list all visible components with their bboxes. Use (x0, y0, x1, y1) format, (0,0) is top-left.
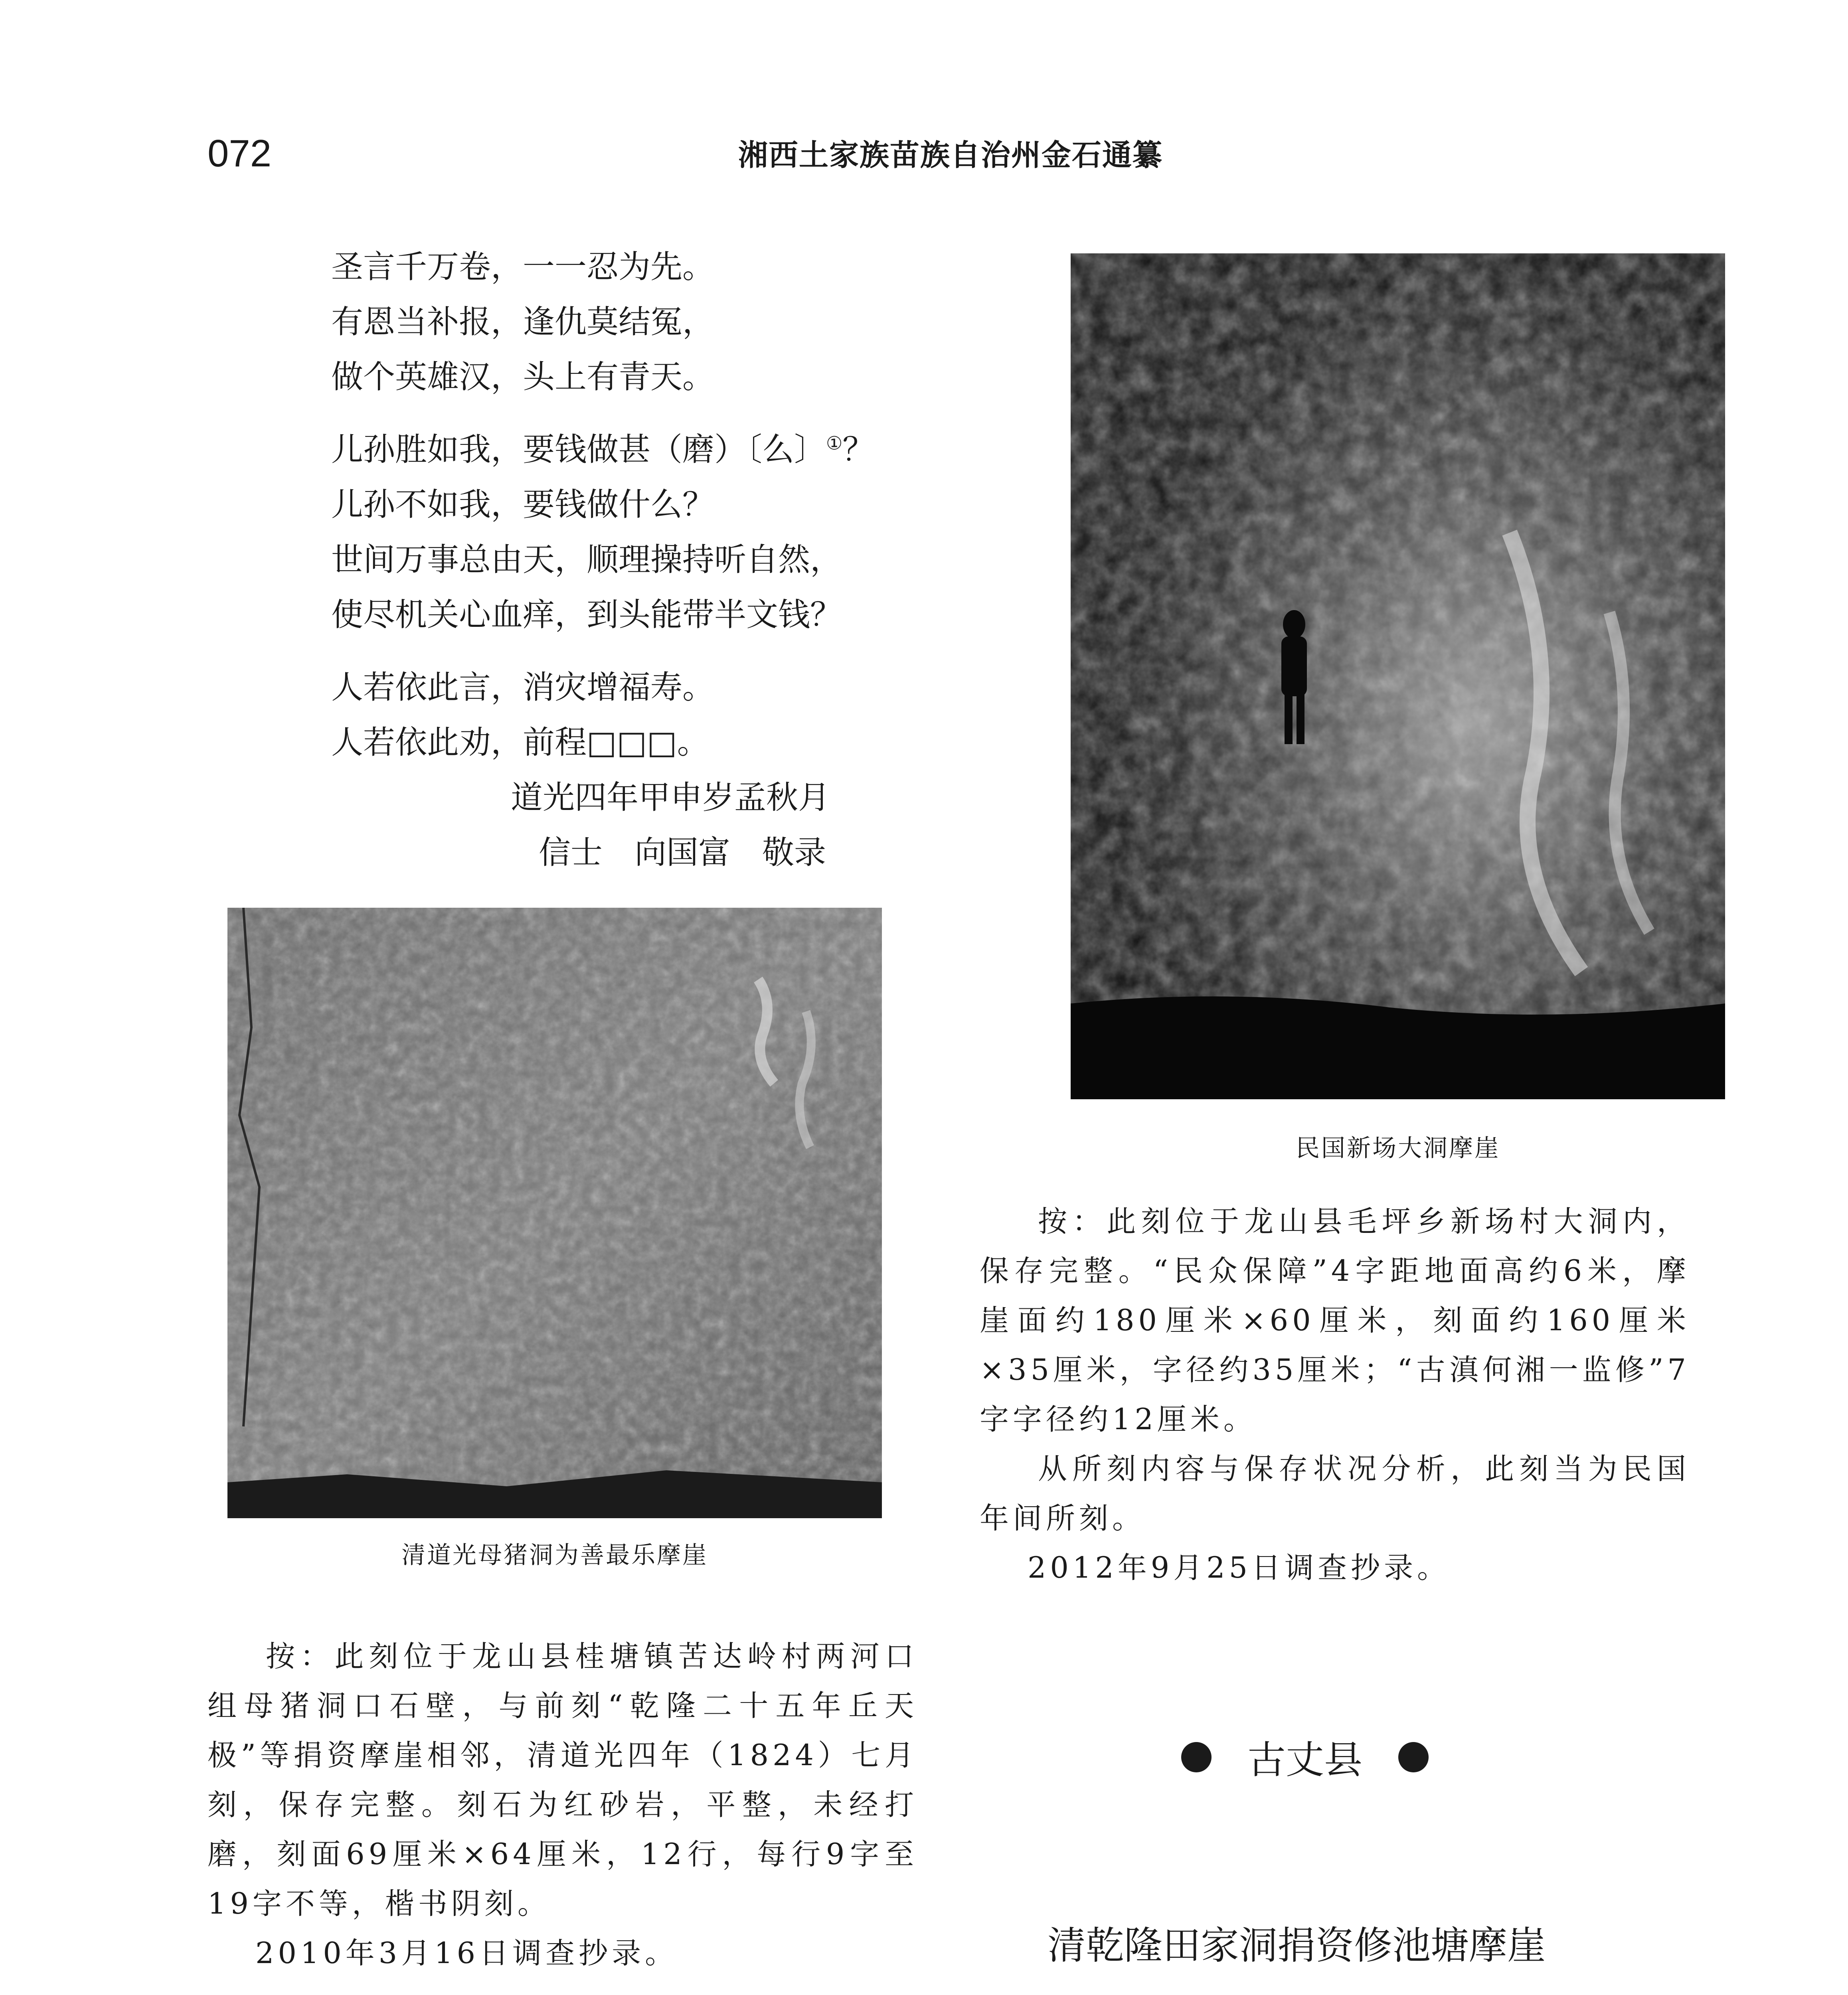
photo-cave-cliff (1071, 253, 1725, 1099)
poem-line: 世间万事总由天，顺理操持听自然， (331, 541, 842, 578)
running-head: 湘西土家族苗族自治州金石通纂 (738, 138, 1163, 172)
poem-line: 圣言千万卷，一一忍为先。 (331, 248, 714, 285)
poem-stanza-3 (331, 660, 930, 880)
section-heading-qianlong: 清乾隆田家洞捐资修池塘摩崖 (1048, 1923, 1546, 1968)
poem-punctuation: ？ (842, 431, 875, 468)
author-role: 信士 (539, 834, 603, 871)
note-paragraph: 从所刻内容与保存状况分析，此刻当为民国年间所刻。 (980, 1452, 1690, 1535)
poem-date-line: 道光四年甲申岁孟秋月 (511, 779, 830, 816)
page-number: 072 (208, 132, 272, 175)
photo-caption-left: 清道光母猪洞为善最乐摩崖 (401, 1541, 708, 1569)
bullet-icon (1181, 1742, 1212, 1772)
county-heading-text: 古丈县 (1247, 1738, 1362, 1782)
note-left (208, 1632, 918, 1978)
poem-author-line (331, 825, 930, 880)
author-action: 敬录 (762, 834, 826, 871)
poem-text: 儿孙胜如我，要钱做甚（磨）〔么〕 (331, 431, 826, 468)
photo-caption-right: 民国新场大洞摩崖 (1296, 1134, 1500, 1162)
note-right (980, 1197, 1690, 1593)
bullet-icon (1398, 1742, 1429, 1772)
photo-stone-inscription (227, 908, 882, 1518)
note-paragraph: 按：此刻位于龙山县桂塘镇苦达岭村两河口组母猪洞口石壁，与前刻“乾隆二十五年丘天极”等捐资摩崖相邻，清道光四年（1824）七月刻，保存完整。刻石为红砂岩，平整，未经打磨，刻面69厘米×64厘米，12行，每行9字至19字不等，楷书阴刻。 (208, 1639, 918, 1921)
footnote-reference[interactable]: ① (826, 432, 843, 454)
poem-line (331, 422, 930, 477)
poem-line: 儿孙不如我，要钱做什么？ (331, 486, 714, 523)
county-heading (1181, 1730, 1429, 1784)
poem-line: 人若依此劝，前程□□□。 (331, 724, 709, 761)
note-paragraph: 按：此刻位于龙山县毛坪乡新场村大洞内，保存完整。“民众保障”4字距地面高约6米，摩崖面约180厘米×60厘米，刻面约160厘米×35厘米，字径约35厘米；“古滇何湘一监修”7字字径约12厘米。 (980, 1205, 1690, 1436)
poem-line: 使尽机关心血痒，到头能带半文钱？ (331, 596, 842, 633)
author-name: 向国富 (634, 834, 730, 871)
survey-date: 2012年9月25日调查抄录。 (1028, 1551, 1451, 1585)
poem-stanza-1 (331, 239, 930, 405)
poem-line: 有恩当补报，逢仇莫结冤， (331, 303, 714, 340)
poem-stanza-2 (331, 422, 930, 642)
poem-line: 做个英雄汉，头上有青天。 (331, 358, 714, 395)
inscription-poem (331, 239, 930, 880)
survey-date: 2010年3月16日调查抄录。 (255, 1936, 678, 1970)
poem-line: 人若依此言，消灾增福寿。 (331, 669, 714, 706)
